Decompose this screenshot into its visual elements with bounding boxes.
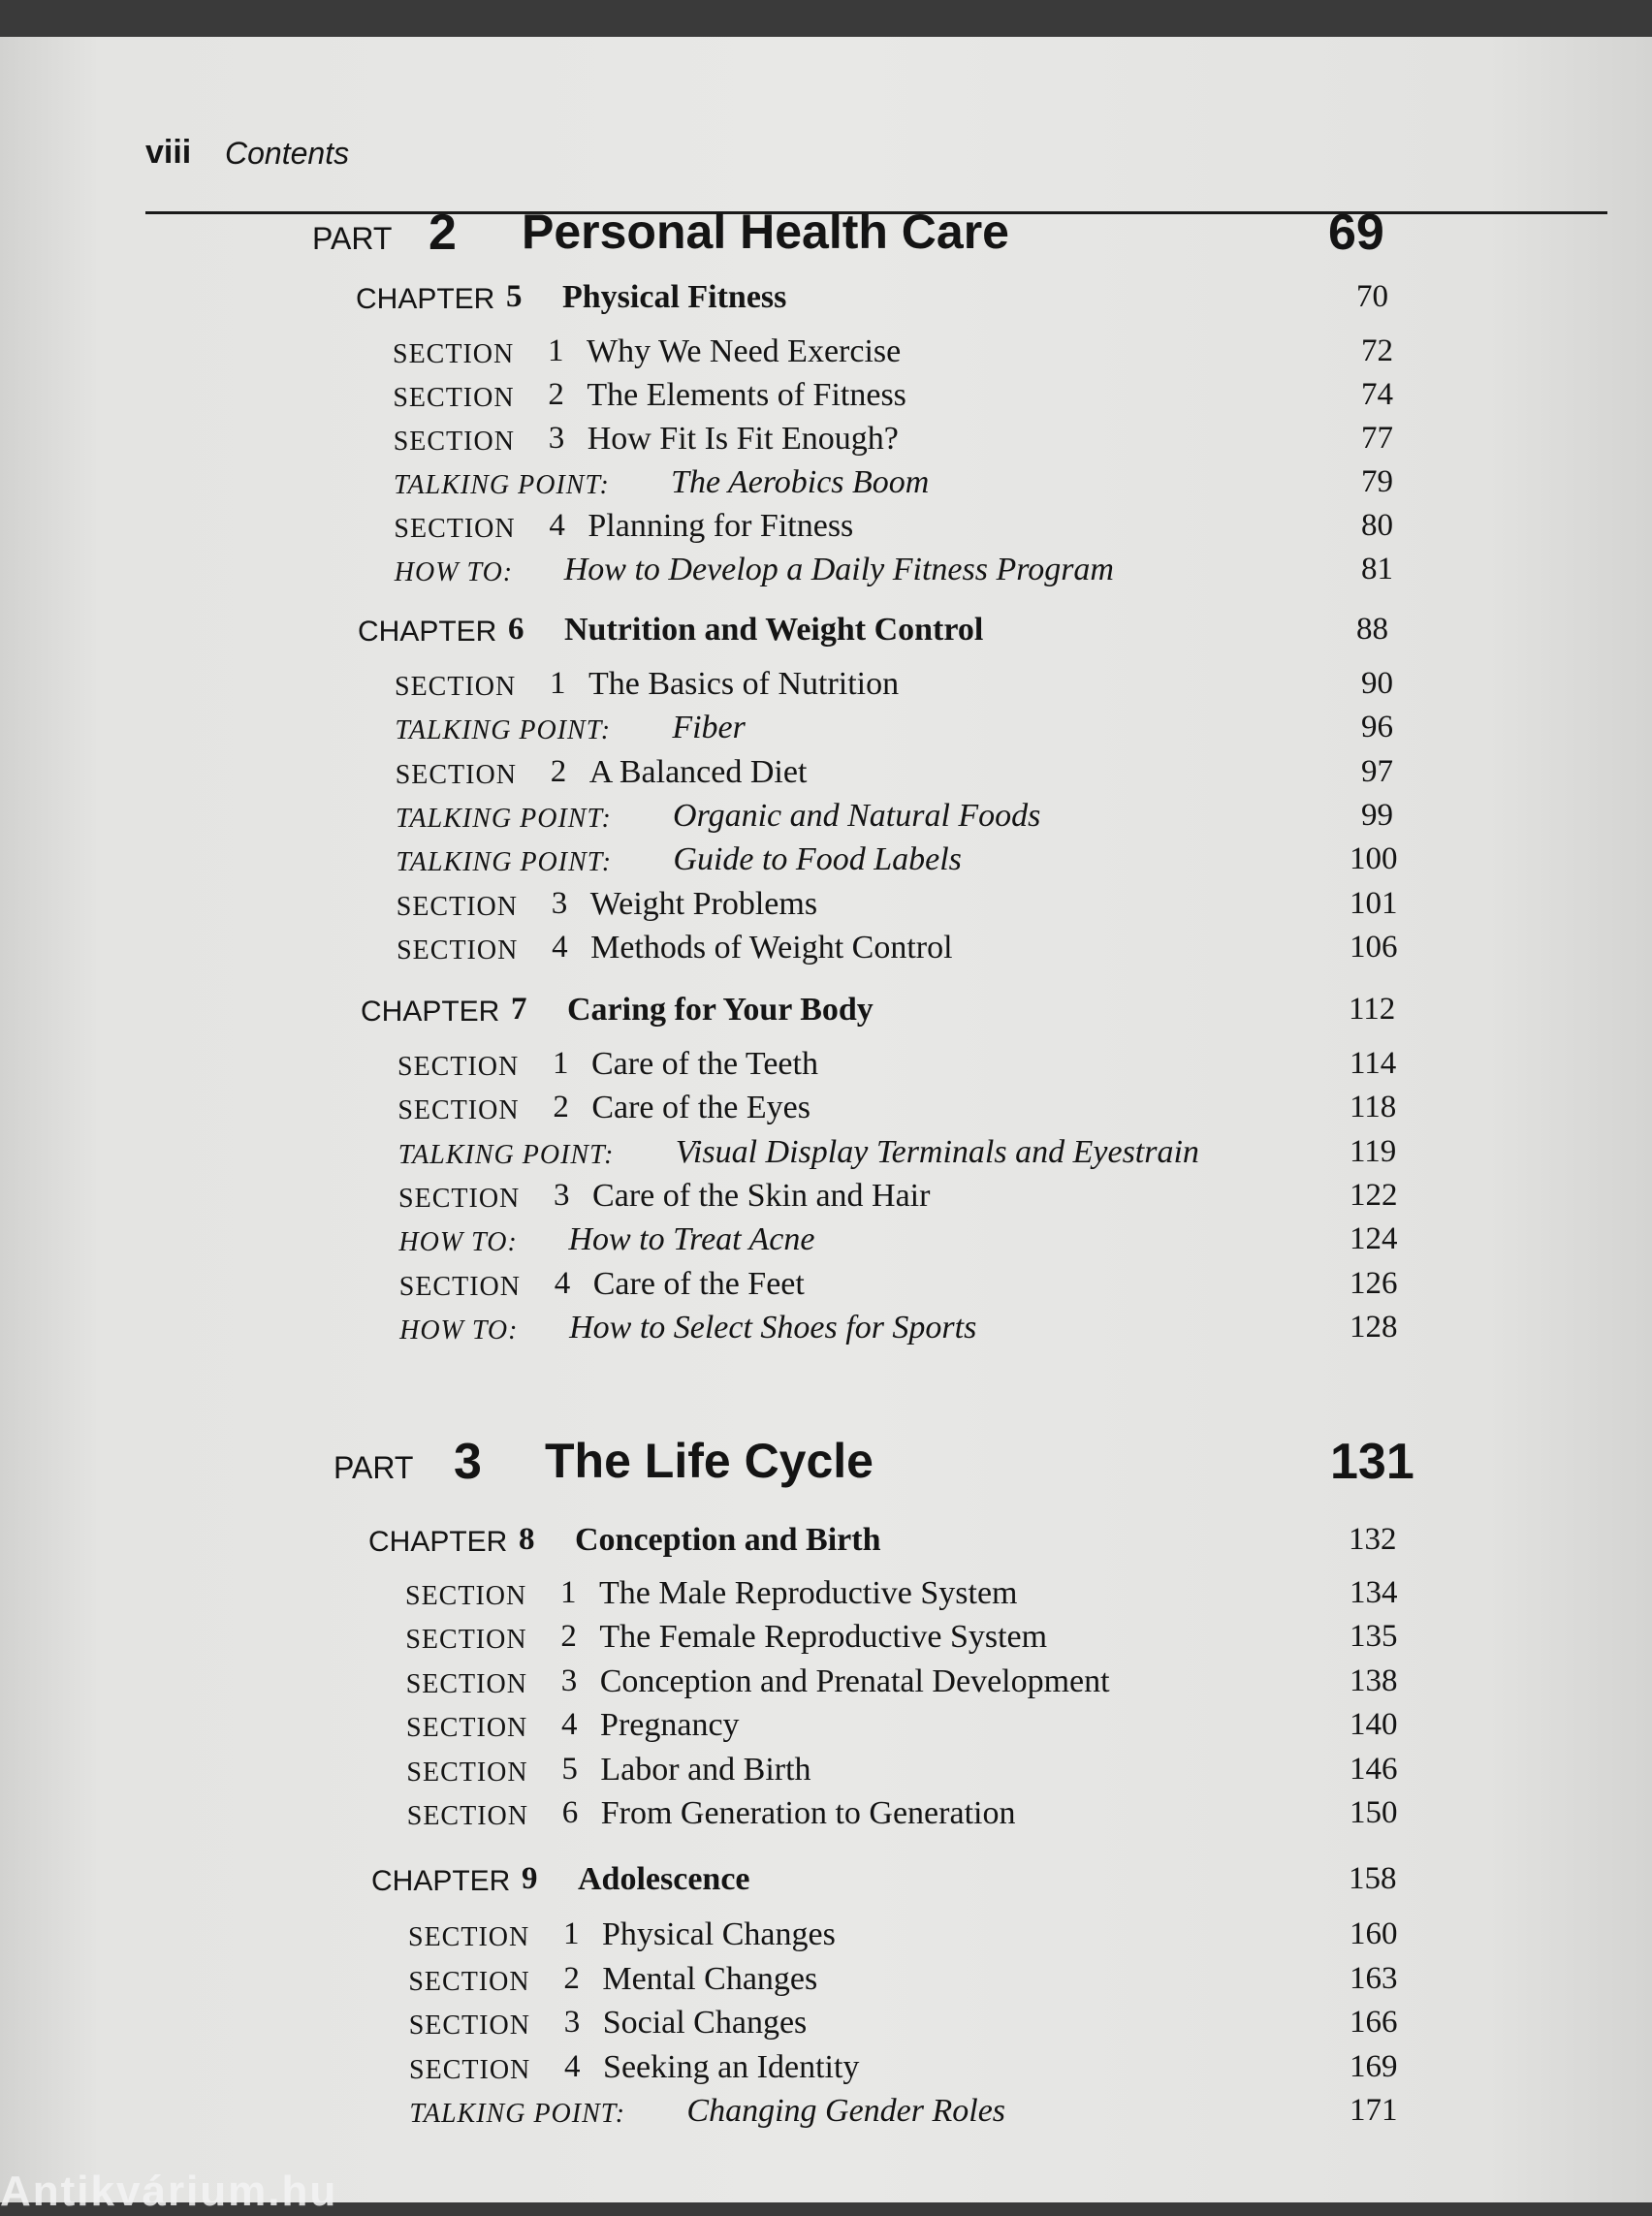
entry-title: How to Develop a Daily Fitness Program [563, 552, 1114, 587]
part-label: PART [312, 221, 393, 256]
entry-page: 97 [1360, 753, 1393, 789]
part-heading [334, 1433, 1448, 1490]
entry-label: HOW TO: [399, 1314, 519, 1345]
entry-page: 124 [1349, 1221, 1398, 1257]
part-number: 3 [454, 1434, 482, 1490]
entry-page: 74 [1360, 377, 1393, 412]
entry-title: Labor and Birth [600, 1751, 811, 1788]
chapter-title: Nutrition and Weight Control [564, 612, 984, 648]
entry-page: 134 [1350, 1575, 1398, 1610]
chapter-page: 88 [1356, 612, 1388, 647]
talking-point-entry [396, 841, 1443, 886]
entry-label: SECTION [408, 1922, 530, 1952]
entry-page: 150 [1350, 1795, 1398, 1830]
entry-label: SECTION [406, 1801, 528, 1831]
entry-title: Seeking an Identity [603, 2048, 860, 2085]
talking-point-entry [398, 1134, 1446, 1179]
entry-page: 81 [1361, 552, 1393, 586]
section-entry [397, 886, 1444, 931]
entry-page: 77 [1360, 421, 1393, 456]
entry-label: SECTION [409, 2054, 531, 2085]
entry-title: Guide to Food Labels [673, 841, 962, 878]
entry-label: SECTION [393, 383, 515, 413]
chapter-title: Conception and Birth [575, 1522, 881, 1558]
entry-label: SECTION [393, 427, 515, 457]
book-page [0, 37, 1652, 2202]
entry-title: How to Treat Acne [568, 1221, 815, 1258]
chapter-number: 8 [519, 1522, 535, 1557]
entry-page: 128 [1349, 1309, 1398, 1345]
entry-label: SECTION [408, 1966, 530, 1997]
watermark-text: Antikvárium.hu [0, 2168, 338, 2215]
section-number: 2 [563, 1960, 580, 1996]
entry-label: SECTION [405, 1581, 527, 1611]
section-number: 3 [554, 1177, 570, 1213]
section-number: 2 [548, 377, 564, 412]
entry-title: Conception and Prenatal Development [599, 1662, 1110, 1699]
section-number: 1 [553, 1046, 569, 1081]
entry-title: Mental Changes [602, 1960, 818, 1997]
section-entry [409, 2005, 1456, 2049]
part-title: The Life Cycle [545, 1434, 874, 1488]
chapter-label: CHAPTER [358, 616, 497, 648]
entry-title: A Balanced Diet [588, 753, 808, 790]
entry-title: Visual Display Terminals and Eyestrain [675, 1133, 1199, 1170]
entry-label: SECTION [397, 1052, 520, 1082]
entry-page: 140 [1349, 1707, 1398, 1743]
entry-page: 114 [1350, 1046, 1397, 1081]
entry-title: The Female Reproductive System [599, 1619, 1048, 1656]
entry-page: 126 [1350, 1265, 1398, 1301]
running-head-title: Contents [225, 136, 350, 171]
section-number: 3 [560, 1662, 578, 1698]
chapter-heading [368, 1522, 1435, 1567]
section-number: 5 [561, 1751, 578, 1787]
entry-label: SECTION [396, 891, 518, 922]
entry-page: 90 [1361, 666, 1393, 701]
entry-page: 160 [1350, 1916, 1398, 1951]
entry-title: How Fit Is Fit Enough? [587, 421, 899, 457]
section-entry [396, 754, 1443, 799]
entry-page: 100 [1349, 841, 1398, 877]
entry-title: Fiber [672, 710, 746, 746]
chapter-number: 5 [506, 279, 523, 314]
section-number: 2 [553, 1090, 569, 1125]
chapter-heading [358, 612, 1424, 656]
entry-page: 118 [1349, 1090, 1397, 1125]
entry-page: 138 [1349, 1662, 1398, 1698]
section-entry [397, 1090, 1445, 1134]
entry-page: 146 [1349, 1751, 1398, 1787]
chapter-heading [356, 279, 1422, 324]
entry-label: SECTION [408, 2010, 530, 2041]
entry-title: The Aerobics Boom [671, 464, 930, 500]
section-number: 2 [550, 753, 567, 789]
entry-label: HOW TO: [394, 557, 514, 587]
entry-label: SECTION [406, 1757, 528, 1788]
entry-page: 79 [1360, 464, 1393, 499]
entry-page: 119 [1349, 1133, 1397, 1169]
section-entry [394, 508, 1441, 553]
section-number: 1 [550, 666, 566, 701]
talking-point-entry [409, 2093, 1456, 2137]
section-entry [399, 1266, 1446, 1311]
entry-title: How to Select Shoes for Sports [569, 1309, 977, 1345]
entry-label: SECTION [394, 514, 516, 544]
entry-label: SECTION [406, 1713, 528, 1744]
entry-page: 171 [1349, 2093, 1398, 2128]
entry-page: 163 [1349, 1960, 1398, 1996]
entry-label: SECTION [395, 672, 517, 702]
entry-page: 135 [1349, 1619, 1398, 1655]
entry-title: Social Changes [602, 2005, 808, 2041]
entry-label: TALKING POINT: [395, 715, 612, 746]
entry-page: 166 [1349, 2005, 1398, 2040]
section-entry [406, 1707, 1453, 1752]
entry-title: Care of the Teeth [591, 1046, 818, 1082]
chapter-heading [361, 992, 1427, 1036]
talking-point-entry [396, 798, 1443, 842]
section-entry [393, 377, 1440, 422]
entry-title: Weight Problems [589, 885, 818, 922]
talking-point-entry [395, 710, 1442, 754]
chapter-page: 70 [1356, 279, 1388, 314]
entry-page: 72 [1361, 333, 1393, 368]
chapter-page: 158 [1349, 1861, 1397, 1896]
section-entry [406, 1752, 1453, 1796]
chapter-number: 7 [511, 992, 527, 1027]
section-entry [405, 1619, 1452, 1663]
entry-title: Methods of Weight Control [590, 929, 953, 966]
chapter-label: CHAPTER [368, 1526, 508, 1558]
section-number: 2 [560, 1619, 577, 1655]
entry-page: 80 [1360, 508, 1393, 543]
entry-label: TALKING POINT: [397, 1139, 615, 1170]
entry-page: 101 [1350, 885, 1398, 921]
entry-title: Care of the Skin and Hair [592, 1177, 931, 1214]
chapter-page: 132 [1349, 1522, 1397, 1557]
section-entry [408, 1916, 1455, 1961]
section-entry [408, 1961, 1455, 2006]
section-number: 4 [552, 929, 568, 965]
entry-label: SECTION [397, 1095, 520, 1126]
entry-label: SECTION [395, 759, 517, 790]
part-heading [312, 204, 1427, 261]
section-number: 1 [548, 333, 564, 368]
how-to-entry [395, 552, 1442, 596]
part-page: 69 [1328, 205, 1384, 261]
entry-label: SECTION [398, 1271, 521, 1302]
section-number: 1 [563, 1916, 580, 1951]
entry-title: The Male Reproductive System [599, 1575, 1018, 1611]
section-entry [397, 930, 1444, 974]
entry-label: SECTION [405, 1668, 527, 1699]
chapter-number: 9 [522, 1861, 538, 1896]
entry-label: TALKING POINT: [409, 2099, 626, 2129]
entry-title: The Basics of Nutrition [588, 666, 900, 702]
chapter-page: 112 [1349, 992, 1396, 1027]
how-to-entry [398, 1221, 1446, 1266]
part-page: 131 [1330, 1434, 1414, 1490]
entry-page: 99 [1360, 797, 1393, 833]
section-number: 3 [551, 885, 568, 921]
section-number: 1 [560, 1575, 577, 1610]
entry-title: Pregnancy [600, 1707, 740, 1744]
entry-title: Planning for Fitness [588, 508, 854, 544]
entry-title: From Generation to Generation [600, 1795, 1016, 1831]
section-entry [409, 2049, 1456, 2094]
page-number: viii [145, 134, 192, 171]
section-number: 4 [549, 508, 565, 543]
section-number: 3 [548, 421, 565, 456]
entry-label: SECTION [398, 1183, 521, 1214]
part-number: 2 [429, 205, 457, 261]
section-entry [405, 1575, 1452, 1620]
entry-page: 169 [1349, 2048, 1398, 2084]
section-entry [397, 1046, 1445, 1091]
entry-page: 122 [1349, 1177, 1398, 1213]
entry-page: 106 [1349, 929, 1398, 965]
entry-title: Care of the Feet [592, 1265, 805, 1302]
entry-label: SECTION [397, 934, 519, 966]
entry-label: SECTION [405, 1625, 527, 1656]
part-label: PART [334, 1450, 414, 1485]
entry-title: Organic and Natural Foods [673, 797, 1041, 834]
chapter-label: CHAPTER [361, 996, 500, 1028]
section-number: 3 [563, 2005, 581, 2040]
section-number: 4 [564, 2048, 581, 2084]
running-head [145, 134, 1607, 214]
entry-title: The Elements of Fitness [587, 377, 906, 413]
entry-label: TALKING POINT: [396, 803, 612, 834]
entry-page: 96 [1360, 710, 1393, 745]
chapter-title: Physical Fitness [562, 279, 787, 315]
entry-title: Physical Changes [602, 1916, 836, 1952]
chapter-number: 6 [508, 612, 524, 647]
entry-label: SECTION [393, 339, 515, 369]
section-entry [407, 1795, 1454, 1840]
entry-label: TALKING POINT: [394, 470, 610, 500]
entry-label: HOW TO: [398, 1227, 518, 1258]
chapter-label: CHAPTER [356, 283, 495, 315]
section-number: 4 [554, 1265, 571, 1301]
entry-title: Changing Gender Roles [686, 2093, 1006, 2129]
section-entry [394, 421, 1441, 465]
section-number: 6 [561, 1795, 579, 1830]
chapter-label: CHAPTER [371, 1865, 511, 1897]
how-to-entry [399, 1310, 1446, 1354]
talking-point-entry [394, 464, 1441, 509]
entry-title: Care of the Eyes [591, 1090, 810, 1126]
section-entry [393, 333, 1440, 378]
chapter-heading [371, 1861, 1438, 1906]
entry-title: Why We Need Exercise [587, 333, 902, 369]
entry-label: TALKING POINT: [396, 847, 613, 878]
part-title: Personal Health Care [522, 205, 1009, 259]
section-entry [398, 1178, 1446, 1222]
section-entry [406, 1663, 1453, 1708]
chapter-title: Caring for Your Body [567, 992, 874, 1028]
section-entry [395, 666, 1442, 711]
chapter-title: Adolescence [578, 1861, 750, 1897]
section-number: 4 [561, 1707, 578, 1743]
